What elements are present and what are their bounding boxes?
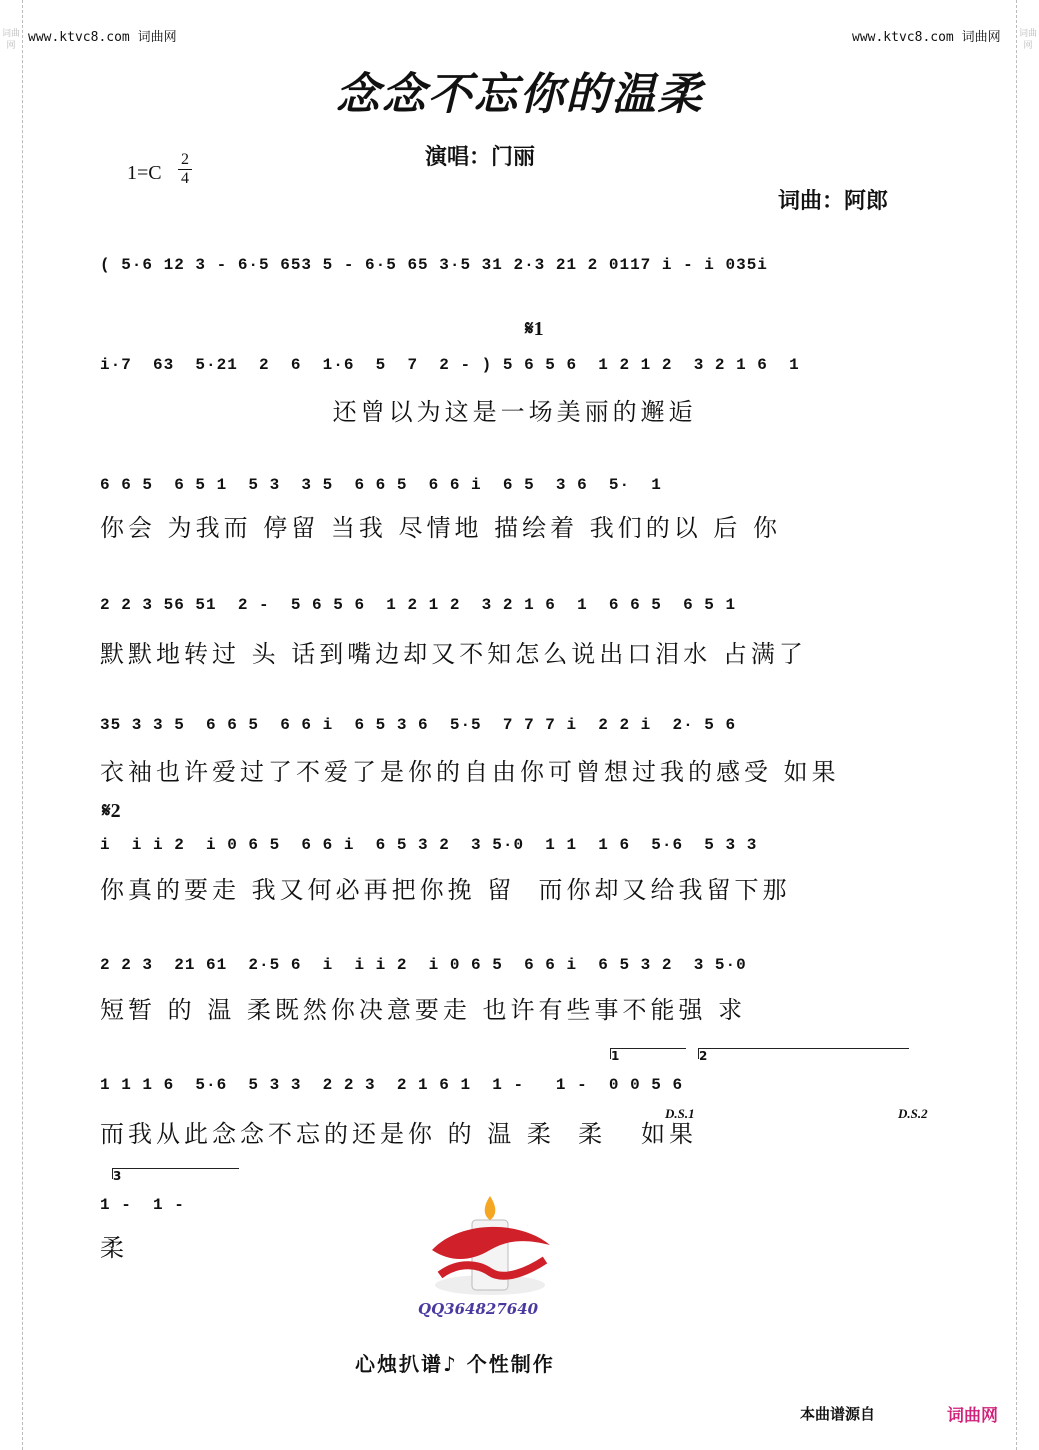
song-title: 念念不忘你的温柔 xyxy=(335,69,704,120)
candle-logo xyxy=(420,1190,560,1300)
margin-mark: 词曲网 xyxy=(1,29,20,51)
notes: 1 - 1 - xyxy=(100,1196,185,1214)
notes: 1 1 1 6 5·6 5 3 3 2 2 3 2 1 6 1 1 - 1 - 0 0 5 6 xyxy=(100,1076,684,1094)
notes: 35 3 3 5 6 6 5 6 6 i 6 5 3 6 5·5 7 7 7 i 2 2 i 2· 5 6 xyxy=(100,716,737,734)
notes: 2 2 3 56 51 2 - 5 6 5 6 1 2 1 2 3 2 1 6 1 6 6 5 6 5 1 xyxy=(100,596,737,614)
lyric: 你真的要走 我又何必再把你挽 留 而你却又给我留下那 xyxy=(100,876,791,904)
lyric: 而我从此念念不忘的还是你 的 温 柔 柔 如果 xyxy=(100,1120,698,1148)
left-margin-strip xyxy=(0,0,23,1450)
volta-label: 1 xyxy=(611,1049,620,1063)
ds-2: D.S.2 xyxy=(898,1106,928,1121)
maker-credit: 心烛扒谱♪ 个性制作 xyxy=(355,1352,555,1376)
notes: i·7 63 5·21 2 6 1·6 5 7 2 - ) 5 6 5 6 1 2 1 2 3 2 1 6 1 xyxy=(100,356,800,374)
volta-1 xyxy=(610,1048,686,1063)
lyric: 还曾以为这是一场美丽的邂逅 xyxy=(100,398,697,426)
lyric: 短暂 的 温 柔既然你决意要走 也许有些事不能强 求 xyxy=(100,996,747,1024)
time-bottom: 4 xyxy=(181,170,189,187)
time-top: 2 xyxy=(181,151,189,168)
singer: 演唱：门丽 xyxy=(425,144,536,170)
lyric: 柔 xyxy=(100,1234,128,1262)
margin-mark: 词曲网 xyxy=(1018,29,1037,51)
time-signature xyxy=(178,151,192,188)
volta-label: 2 xyxy=(699,1049,708,1063)
header-right[interactable]: www.ktvc8.com 词曲网 xyxy=(852,30,1001,45)
header-left[interactable]: www.ktvc8.com 词曲网 xyxy=(28,30,177,45)
segno-1: 𝄋1 xyxy=(525,318,544,340)
right-margin-strip xyxy=(1016,0,1039,1450)
notes: 6 6 5 6 5 1 5 3 3 5 6 6 5 6 6 i 6 5 3 6 5· 1 xyxy=(100,476,662,494)
qq-number: QQ364827640 xyxy=(418,1300,539,1318)
lyricist-composer: 词曲：阿郎 xyxy=(778,188,889,214)
key-signature: 1=C xyxy=(127,162,162,184)
source-label: 本曲谱源自 xyxy=(800,1405,876,1423)
ds-1: D.S.1 xyxy=(665,1106,695,1121)
lyric: 你会 为我而 停留 当我 尽情地 描绘着 我们的以 后 你 xyxy=(100,514,782,542)
notes: 2 2 3 21 61 2·5 6 i i i 2 i 0 6 5 6 6 i 6 5 3 2 3 5·0 xyxy=(100,956,747,974)
lyric: 默默地转过 头 话到嘴边却又不知怎么说出口泪水 占满了 xyxy=(100,640,807,668)
notes: i i i 2 i 0 6 5 6 6 i 6 5 3 2 3 5·0 1 1 1 6 5·6 5 3 3 xyxy=(100,836,758,854)
source-site-link[interactable]: 词曲网 xyxy=(947,1406,998,1426)
lyric: 衣袖也许爱过了不爱了是你的自由你可曾想过我的感受 如果 xyxy=(100,758,840,786)
volta-3 xyxy=(112,1168,239,1183)
segno-2: 𝄋2 xyxy=(102,800,121,822)
volta-2 xyxy=(698,1048,909,1063)
flame-icon xyxy=(485,1196,496,1220)
volta-label: 3 xyxy=(113,1169,122,1183)
notes: ( 5·6 12 3 - 6·5 653 5 - 6·5 65 3·5 31 2·3 21 2 0117 i - i 035i xyxy=(100,256,768,274)
